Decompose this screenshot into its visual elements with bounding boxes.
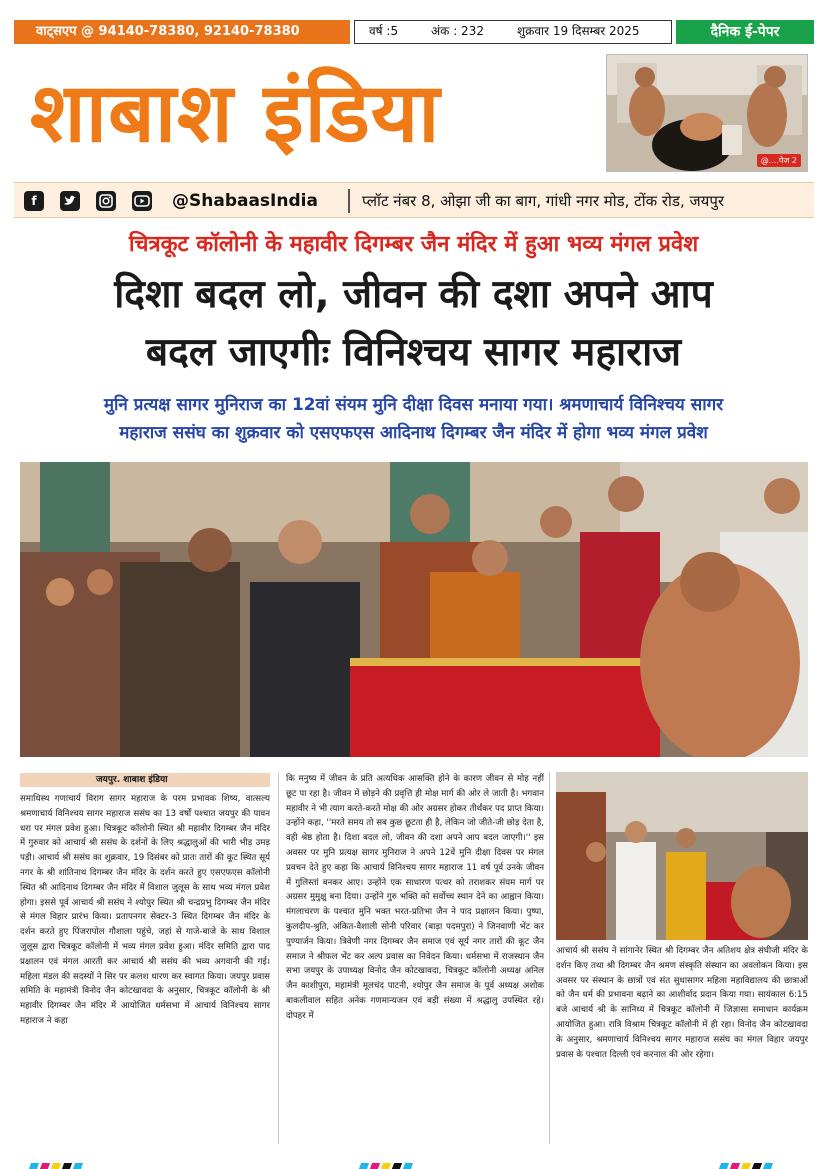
bar-divider bbox=[348, 189, 350, 213]
article-kicker: चित्रकूट कॉलोनी के महावीर दिगम्बर जैन मंदिर में हुआ भव्य मंगल प्रवेश bbox=[128, 232, 699, 257]
article-subhead bbox=[0, 391, 827, 447]
main-photo-image bbox=[20, 462, 808, 757]
main-photo[interactable] bbox=[20, 462, 808, 757]
office-address: प्लॉट नंबर 8, ओझा जी का बाग, गांधी नगर मोड, टोंक रोड, जयपुर bbox=[362, 192, 724, 210]
social-handle[interactable]: @ShabaasIndia bbox=[172, 191, 318, 211]
top-strip bbox=[14, 20, 814, 44]
registration-marks bbox=[30, 1154, 85, 1162]
headline-line-2: बदल जाएगीः विनिश्चय सागर महाराज bbox=[145, 330, 682, 375]
issue-meta bbox=[354, 20, 672, 44]
headline-line-1: दिशा बदल लो, जीवन की दशा अपने आप bbox=[114, 272, 713, 317]
inset-photo[interactable] bbox=[556, 772, 808, 940]
subhead-line-2: महाराज ससंघ का शुक्रवार को एसएफएस आदिनाथ दिगम्बर जैन मंदिर में होगा भव्य मंगल प्रवेश bbox=[119, 423, 708, 443]
column-2-text: कि मनुष्य में जीवन के प्रति अत्यधिक आसक्ति होने के कारण जीवन से मोह नहीं छूट पा रहा है। जीवन में छोड़ने की प्रवृत्ति ही मोक्ष मार्ग की ओर ले जाती है। भगवान महावीर ने भी त्याग करते-करते मोक्ष की ओर अग्रसर होकर तीर्थंकर पद प्राप्त किया। उन्होंने कहा, ''मरते समय तो सब कुछ छूटता ही है, लेकिन जो जीते-जी छोड़ देता है, वही श्रेष्ठ होता है। दिशा बदल लो, जीवन की दशा अपने आप बदल जाएगी।'' इस अवसर पर मुनि प्रत्यक्ष सागर मुनिराज ने अपने 12वें मुनि दीक्षा दिवस पर मंगल प्रवचन देते हुए कहा कि आचार्य विनिश्चय सागर महाराज 11 वर्ष पूर्व उनके जीवन में गुलिस्तां बनकर आए। उन्होंने एक साधारण पत्थर को तराशकर संयम मार्ग पर अग्रसर मुमुक्षु बना दिया। उन्होंने गुरु भक्ति को सर्वोच्च स्थान देने का आह्वान किया। मंगलाचरण के पश्चात मुनि भक्त भरत-प्रतिभा जैन ने पाद प्रक्षालन किया। पुष्पा, कुलदीप-श्रुति, अंकित-वैशाली सोनी परिवार (बाड़ा पदमपुरा) ने जिनवाणी भेंट कर पुण्यार्जन किया। त्रिवेणी नगर दिगम्बर जैन समाज एवं सूर्य नगर तारों की कूट जैन समाज ने श्रीफल भेंट कर अल्प प्रवास का निवेदन किया। धर्मसभा में राजस्थान जैन सभा जयपुर के उपाध्यक्ष विनोद जैन कोटखावदा, चित्रकूट कॉलोनी अध्यक्ष अनिल जैन काशीपुरा, महामंत्री मूलचंद पाटनी, श्योपुर जैन समाज के पूर्व अध्यक्ष अशोक बाकलीवाल सहित अनेक गणमान्यजन एवं बड़ी संख्या में श्रद्धालु उपस्थित रहे। दोपहर में bbox=[286, 774, 544, 1021]
youtube-icon[interactable] bbox=[132, 191, 152, 211]
date-label: शुक्रवार 19 दिसम्बर 2025 bbox=[517, 24, 640, 38]
column-divider bbox=[549, 772, 550, 1144]
edition-label: दैनिक ई-पेपर bbox=[676, 20, 814, 44]
column-divider bbox=[278, 772, 279, 1144]
issue-label: अंक : 232 bbox=[431, 24, 484, 38]
article-column-1 bbox=[20, 792, 270, 1142]
article-column-2 bbox=[286, 772, 544, 1142]
whatsapp-contact: वाट्सएप @ 94140-78380, 92140-78380 bbox=[14, 20, 350, 44]
article-headline bbox=[0, 266, 827, 382]
inset-photo-image bbox=[556, 772, 808, 940]
teaser-caption[interactable]: @....पेज 2 bbox=[757, 154, 801, 167]
column-1-text: समाधिस्थ गणाचार्य विराग सागर महाराज के परम प्रभावक शिष्य, वात्सल्य श्रमणाचार्य विनिश्चय सागर महाराज ससंघ का 13 वर्षों पश्चात जयपुर की पावन धरा पर मंगल प्रवेश हुआ। चित्रकूट कॉलोनी स्थित श्री महावीर दिगम्बर जैन मंदिर में गुरुवार को आचार्य श्री ससंघ के दर्शनों के लिए श्रद्धालुओं की भारी भीड़ उमड़ पड़ी। आचार्य श्री ससंघ का शुक्रवार, 19 दिसंबर को प्रातः तारों की कूट स्थित सूर्य नगर के श्री शांतिनाथ दिगम्बर जैन मंदिर के दर्शन करते हुए एसएफएस कॉलोनी स्थित श्री आदिनाथ दिगम्बर जैन मंदिर में विशाल जुलूस के साथ भव्य मंगल प्रवेश होगा। इससे पूर्व आचार्य श्री ससंघ ने श्योपुर स्थित श्री चन्द्रप्रभु दिगम्बर जैन मंदिर से मंगल विहार प्रारंभ किया। प्रतापनगर सेक्टर-3 स्थित दिगम्बर जैन मंदिर के दर्शन करते हुए पिंजरापोल गौशाला पहुंचे, जहां से गाजे-बाजे के साथ विशाल जुलूस द्वारा चित्रकूट कॉलोनी में भव्य मंगल प्रवेश हुआ। मंदिर समिति द्वारा पाद प्रक्षालन एवं मंगल आरती कर आचार्य श्री ससंघ की भव्य अगवानी की गई। महिला मंडल की सदस्यों ने सिर पर कलश धारण कर स्वागत किया। जयपुर प्रवास समिति के महामंत्री विनोद जैन कोटखावदा के अनुसार, चित्रकूट कॉलोनी के श्री महावीर दिगम्बर जैन मंदिर में आयोजित धर्मसभा में आचार्य विनिश्चय सागर महाराज ने कहा bbox=[20, 794, 270, 1026]
social-address-bar bbox=[14, 182, 814, 218]
teaser-photo[interactable] bbox=[606, 54, 808, 172]
facebook-icon[interactable]: f bbox=[24, 191, 44, 211]
newspaper-logo: शाबाश इंडिया bbox=[30, 66, 441, 161]
instagram-icon[interactable] bbox=[96, 191, 116, 211]
column-3-text: आचार्य श्री ससंघ ने सांगानेर स्थित श्री दिगम्बर जैन अतिशय क्षेत्र संघीजी मंदिर के दर्शन किए तथा श्री दिगम्बर जैन श्रमण संस्कृति संस्थान का अवलोकन किया। इस अवसर पर संस्थान के छात्रों एवं संत सुधासागर महिला महाविद्यालय की छात्राओं को जैन धर्म की प्रभावना बढ़ाने का आशीर्वाद प्रदान किया गया। सायंकाल 6:15 बजे आचार्य श्री के सानिध्य में चित्रकूट कॉलोनी में जिज्ञासा समाधान कार्यक्रम आयोजित हुआ। रात्रि विश्राम चित्रकूट कॉलोनी में ही रहा। विनोद जैन कोटखावदा के अनुसार, श्रमणाचार्य विनिश्चय सागर महाराज ससंघ का मंगल विहार जयपुर प्रवास के पश्चात दिल्ली एवं करनाल की ओर रहेगा। bbox=[556, 946, 808, 1060]
article-column-3 bbox=[556, 944, 808, 1144]
twitter-icon[interactable] bbox=[60, 191, 80, 211]
registration-marks bbox=[360, 1154, 415, 1162]
year-label: वर्ष :5 bbox=[369, 24, 399, 38]
dateline: जयपुर. शाबाश इंडिया bbox=[20, 773, 270, 787]
subhead-line-1: मुनि प्रत्यक्ष सागर मुनिराज का 12वां संयम मुनि दीक्षा दिवस मनाया गया। श्रमणाचार्य विनिश्चय सागर bbox=[103, 395, 724, 415]
registration-marks bbox=[720, 1154, 775, 1162]
